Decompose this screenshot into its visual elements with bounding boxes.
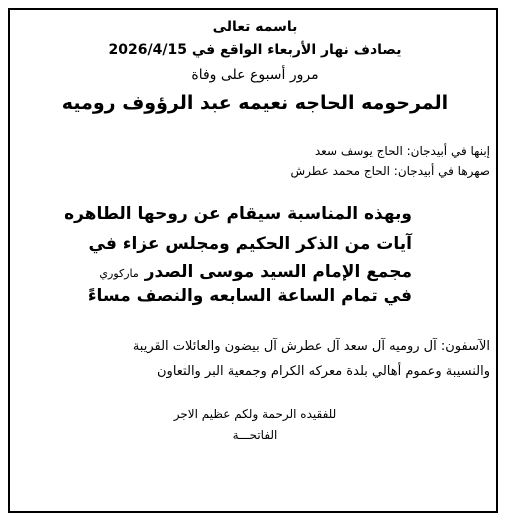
- occasion-line: مرور أسبوع على وفاة: [191, 67, 319, 83]
- program-line-4: في تمام الساعة السابعه والنصف مساءً: [87, 286, 412, 306]
- program-line-1: وبهذه المناسبة سيقام عن روحها الطاهره: [64, 204, 412, 224]
- mourners-line-1: الآسفون: آل روميه آل سعد آل عطرش آل بيضون والعائلات القريبة: [132, 339, 490, 354]
- mourners-line-2: والنسيبة وعموم أهالي بلدة معركه الكرام وجمعية البر والتعاون: [157, 364, 490, 379]
- venue-district: ماركوري: [99, 267, 139, 280]
- closing-line-2: الفاتحـــة: [232, 428, 278, 442]
- program-line-3: [99, 264, 412, 281]
- deceased-name: المرحومه الحاجه نعيمه عبد الرؤوف روميه: [61, 92, 449, 114]
- date-line: يصادف نهار الأربعاء الواقع في 2026/4/15: [108, 42, 402, 58]
- closing-line-1: للفقيده الرحمة ولكم عظيم الاجر: [173, 407, 337, 421]
- son-in-law-line: صهرها في أبيدجان: الحاج محمد عطرش: [290, 164, 490, 178]
- basmala: باسمه تعالى: [212, 19, 298, 35]
- program-line-2: آيات من الذكر الحكيم ومجلس عزاء في: [88, 234, 412, 254]
- venue-name: مجمع الإمام السيد موسى الصدر: [144, 262, 412, 282]
- son-line: إبنها في أبيدجان: الحاج يوسف سعد: [314, 144, 490, 158]
